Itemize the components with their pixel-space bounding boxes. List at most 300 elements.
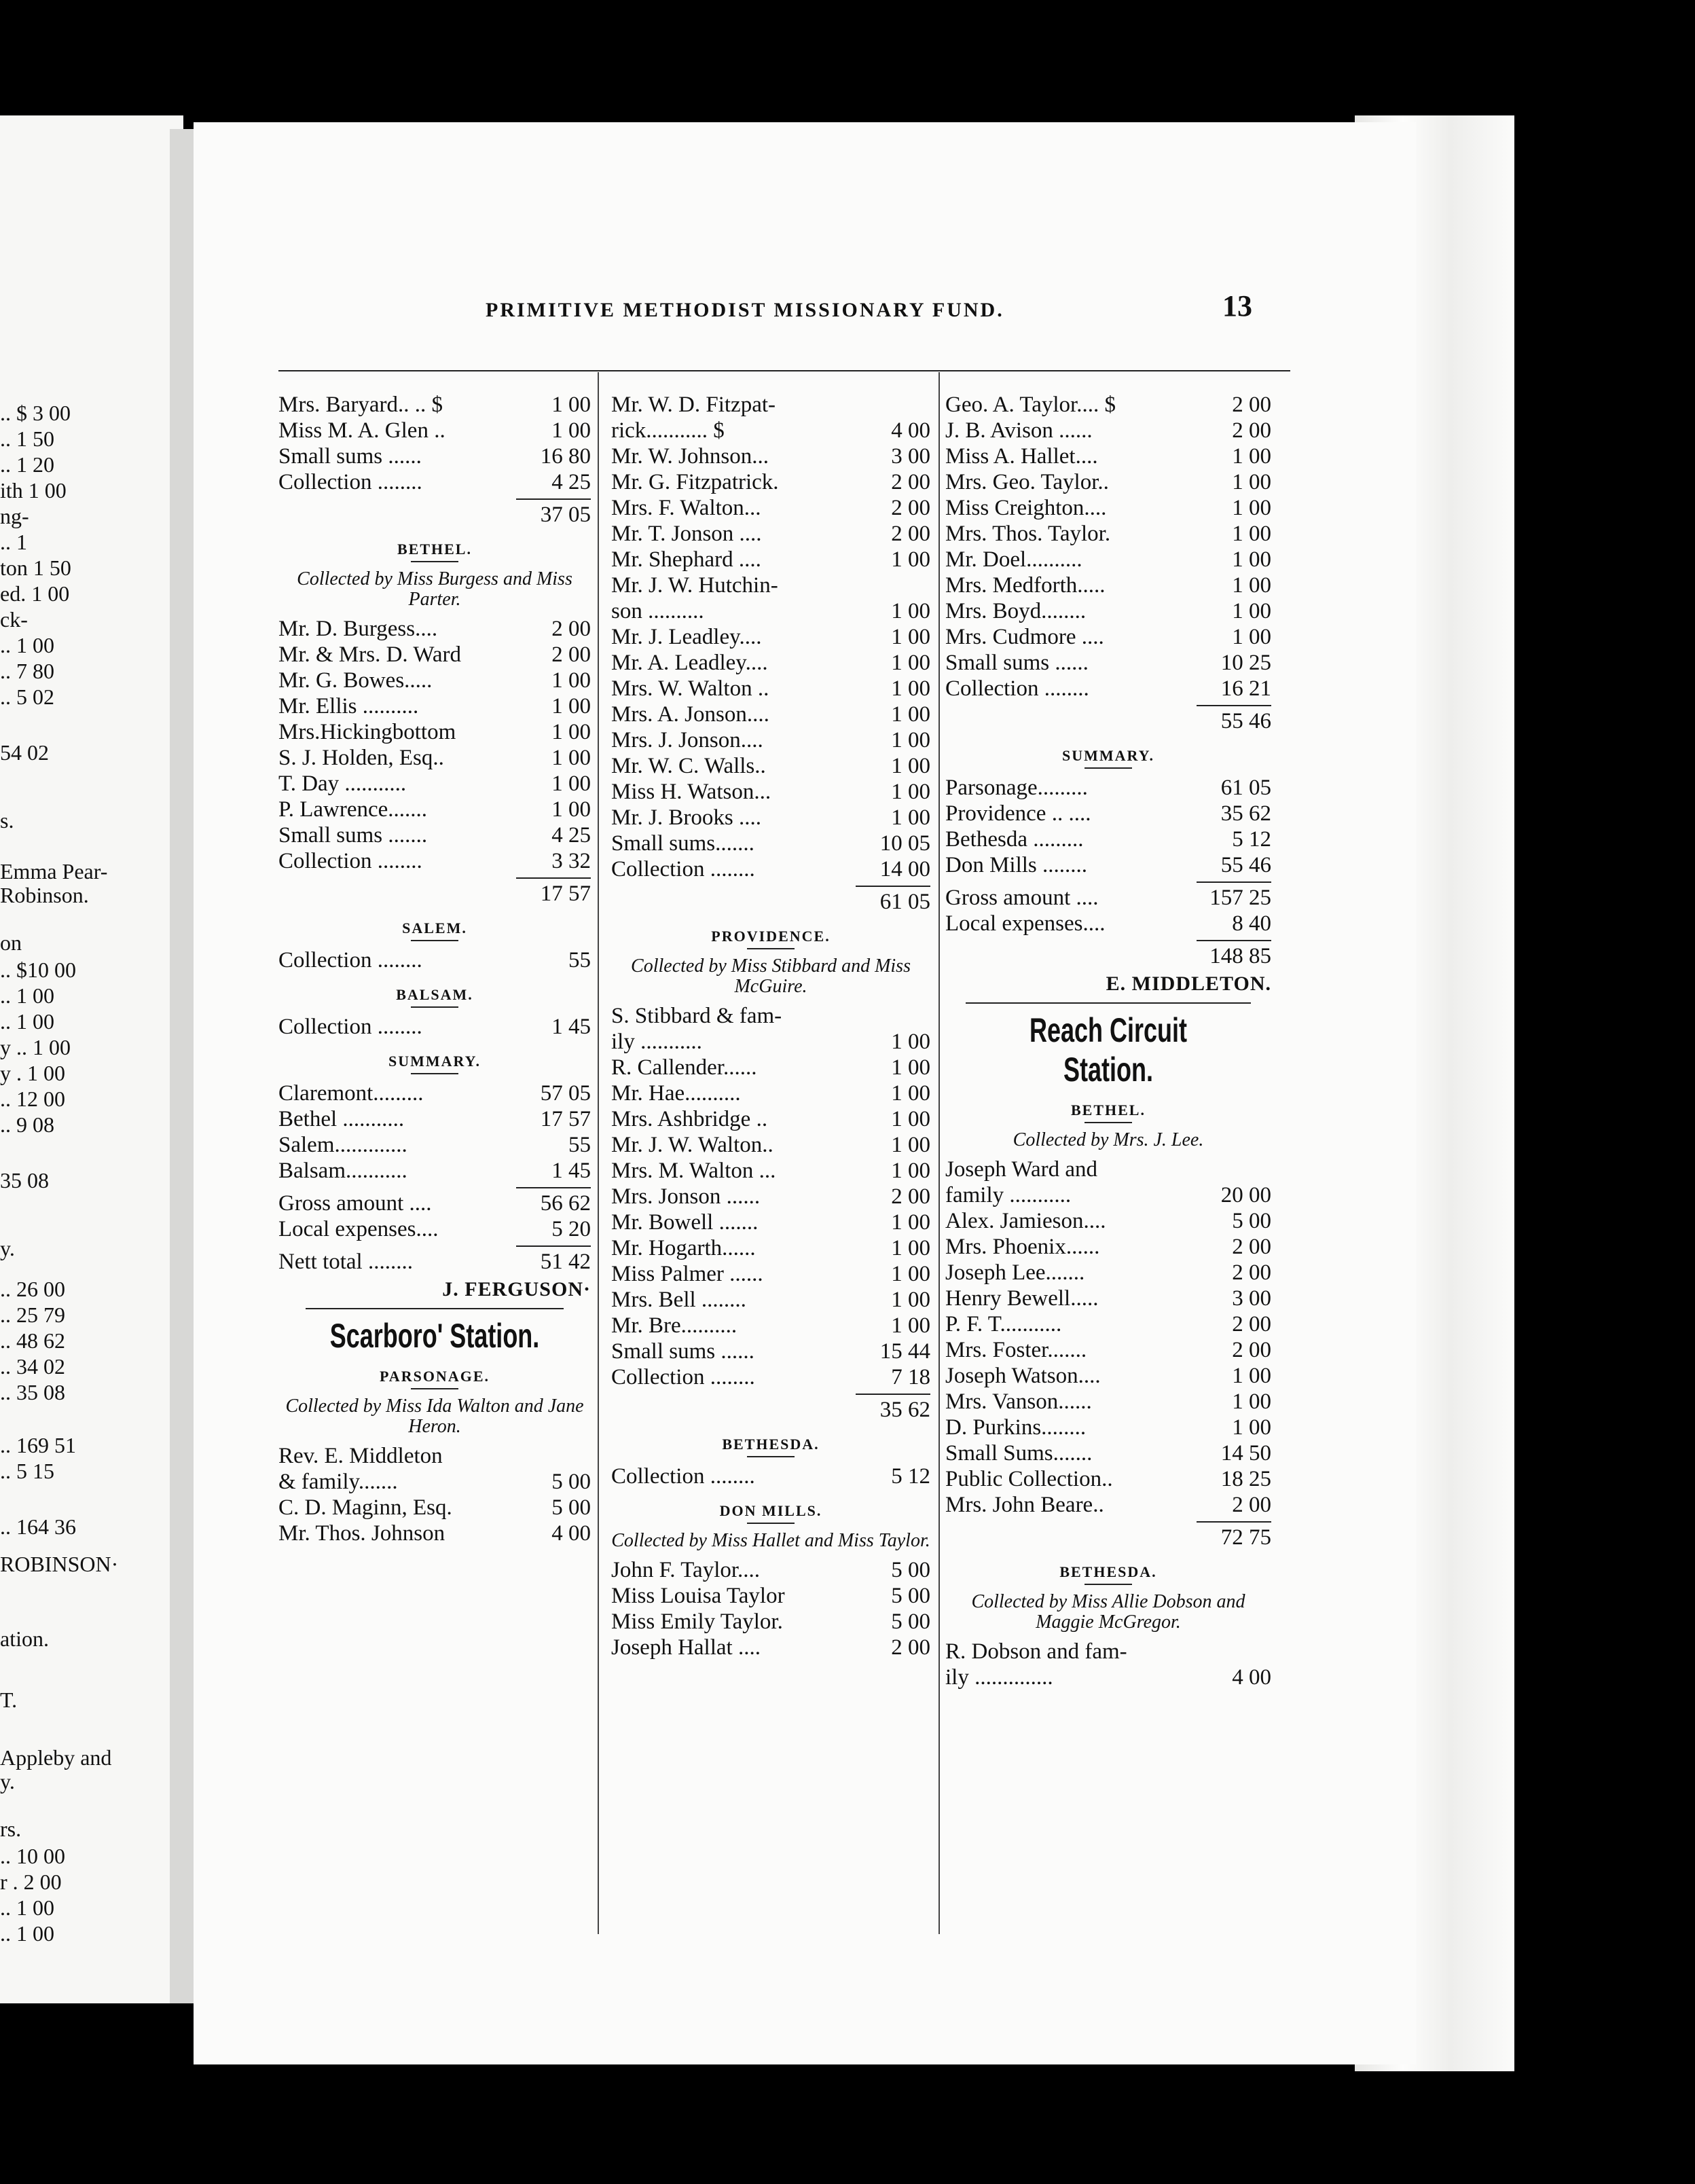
total-amount: 72 75 — [1220, 1525, 1271, 1550]
entry-row — [611, 1004, 930, 1030]
entry-row — [278, 1191, 591, 1217]
entry-amount: 1 00 — [891, 599, 930, 623]
entry-amount: 5 20 — [551, 1217, 591, 1241]
total-row — [278, 503, 591, 528]
entry-row — [611, 1365, 930, 1391]
left-fragment: .. 1 — [0, 530, 27, 554]
left-fragment: Emma Pear- — [0, 859, 108, 884]
entry-row — [611, 1584, 930, 1609]
entry-name: Henry Bewell..... — [945, 1286, 1099, 1311]
entry-amount: 4 25 — [551, 470, 591, 494]
entry-name: Mr. W. D. Fitzpat- — [611, 393, 776, 417]
total-row — [278, 881, 591, 907]
left-fragment: .. 7 80 — [0, 659, 54, 683]
entry-row — [945, 1665, 1271, 1691]
entry-row — [278, 418, 591, 444]
signature: J. FERGUSON· — [442, 1278, 591, 1300]
entry-name: Small sums ...... — [945, 651, 1089, 675]
entry-name: Mr. Ellis .......... — [278, 694, 419, 718]
entry-name: Mr. J. W. Hutchin- — [611, 573, 778, 598]
heading-rule — [1085, 767, 1132, 769]
entry-name: Mr. D. Burgess.... — [278, 617, 438, 641]
left-fragment: .. 169 51 — [0, 1433, 76, 1457]
section-heading: SALEM. — [402, 920, 467, 936]
heading-rule — [411, 940, 458, 941]
entry-row — [611, 1081, 930, 1107]
collected-by: Collected by Miss Burgess and Miss Parter. — [297, 568, 572, 610]
left-fragment: .. 1 00 — [0, 1895, 54, 1920]
entry-amount: 8 40 — [1232, 911, 1271, 936]
left-fragment: ROBINSON· — [0, 1552, 119, 1576]
page-number: 13 — [1222, 289, 1252, 323]
entry-amount: 1 00 — [1232, 1415, 1271, 1440]
entry-amount: 5 00 — [891, 1609, 930, 1634]
entry-amount: 61 05 — [1220, 776, 1271, 800]
entry-name: Mr. Thos. Johnson — [278, 1521, 445, 1546]
left-fragment: 35 08 — [0, 1168, 49, 1193]
entry-name: Mrs.Hickingbottom — [278, 720, 456, 744]
collected-by: Collected by Miss Ida Walton and Jane Heron. — [285, 1396, 584, 1437]
entry-row — [278, 1521, 591, 1547]
left-fragment: .. 26 00 — [0, 1277, 65, 1301]
entry-row — [611, 1609, 930, 1635]
total-rule — [516, 877, 591, 879]
entry-row — [611, 1236, 930, 1262]
entry-row — [611, 1288, 930, 1313]
entry-amount: 4 00 — [551, 1521, 591, 1546]
left-fragment: s. — [0, 808, 14, 833]
entry-amount: 2 00 — [1232, 1338, 1271, 1362]
entry-amount: 1 00 — [1232, 522, 1271, 546]
column-2 — [611, 393, 930, 1661]
entry-row — [278, 849, 591, 875]
left-fragment: y .. 1 00 — [0, 1035, 71, 1059]
total-rule — [856, 1394, 930, 1395]
heading-rule — [411, 1073, 458, 1074]
left-fragment: 54 02 — [0, 740, 49, 765]
entry-amount: 2 00 — [1232, 1235, 1271, 1259]
total-row — [611, 890, 930, 915]
total-row — [945, 1525, 1271, 1551]
entry-row — [611, 599, 930, 625]
entry-amount: 16 80 — [540, 444, 591, 469]
summary-rule — [516, 1187, 591, 1188]
left-fragment: .. 12 00 — [0, 1087, 65, 1111]
entry-row — [945, 1415, 1271, 1441]
entry-amount: 1 00 — [891, 1055, 930, 1080]
entry-amount: 18 25 — [1220, 1467, 1271, 1491]
entry-row — [278, 948, 591, 974]
entry-amount: 2 00 — [551, 617, 591, 641]
entry-name: Bethesda ......... — [945, 827, 1084, 852]
entry-amount: 1 00 — [1232, 496, 1271, 520]
entry-row — [611, 1159, 930, 1184]
entry-row — [945, 444, 1271, 470]
column-3 — [945, 393, 1271, 1691]
entry-row — [278, 771, 591, 797]
entry-row — [945, 1312, 1271, 1338]
entry-name: Small Sums....... — [945, 1441, 1093, 1466]
section-heading: BETHESDA. — [1059, 1563, 1157, 1580]
section-heading: BETHEL. — [1071, 1102, 1146, 1118]
total-row — [611, 1398, 930, 1423]
entry-row — [611, 1635, 930, 1661]
entry-amount: 1 00 — [1232, 547, 1271, 572]
entry-row — [945, 1338, 1271, 1364]
entry-row — [945, 801, 1271, 827]
entry-amount: 7 18 — [891, 1365, 930, 1389]
entry-name: Small sums ...... — [278, 444, 422, 469]
left-fragment: .. 1 00 — [0, 983, 54, 1008]
entry-row — [611, 1339, 930, 1365]
entry-amount: 1 00 — [551, 694, 591, 718]
entry-amount: 5 12 — [891, 1464, 930, 1489]
entry-amount: 1 00 — [891, 1262, 930, 1286]
entry-name: Mrs. A. Jonson.... — [611, 702, 769, 727]
entry-name: Miss M. A. Glen .. — [278, 418, 445, 443]
entry-row — [945, 1209, 1271, 1235]
entry-name: J. B. Avison ...... — [945, 418, 1093, 443]
entry-row — [278, 694, 591, 720]
left-fragment: .. $10 00 — [0, 958, 76, 982]
entry-row — [945, 1157, 1271, 1183]
left-fragment: y. — [0, 1236, 15, 1260]
entry-name: Mrs. John Beare.. — [945, 1493, 1104, 1517]
left-fragment: .. 1 00 — [0, 1921, 54, 1946]
entry-name: Joseph Hallat .... — [611, 1635, 761, 1660]
left-fragment: Appleby and — [0, 1745, 112, 1770]
entry-row — [611, 1313, 930, 1339]
entry-row — [278, 444, 591, 470]
entry-name: Mrs. Boyd........ — [945, 599, 1087, 623]
entry-name: Mrs. Baryard.. .. $ — [278, 393, 443, 417]
entry-row — [611, 444, 930, 470]
entry-row — [278, 617, 591, 642]
entry-name: C. D. Maginn, Esq. — [278, 1495, 452, 1520]
entry-row — [278, 642, 591, 668]
entry-row — [945, 625, 1271, 651]
entry-row — [945, 547, 1271, 573]
entry-row — [278, 1159, 591, 1184]
entry-amount: 2 00 — [891, 1635, 930, 1660]
entry-amount: 55 — [568, 1133, 591, 1157]
entry-name: Mrs. J. Jonson.... — [611, 728, 763, 752]
entry-amount: 4 00 — [891, 418, 930, 443]
left-fragment: .. $ 3 00 — [0, 401, 71, 425]
entry-amount: 14 00 — [879, 857, 930, 881]
column-divider-2 — [938, 372, 940, 1934]
total-rule — [1197, 940, 1271, 941]
left-fragment: .. 48 62 — [0, 1328, 65, 1353]
entry-name: Collection ........ — [611, 1464, 755, 1489]
heading-rule — [747, 948, 795, 949]
entry-amount: 1 45 — [551, 1015, 591, 1039]
entry-row — [611, 1262, 930, 1288]
station-title: Scarboro' Station. — [329, 1317, 540, 1355]
entry-amount: 2 00 — [1232, 418, 1271, 443]
entry-name: Miss Louisa Taylor — [611, 1584, 785, 1608]
entry-name: Mr. Bowell ....... — [611, 1210, 759, 1235]
entry-amount: 57 05 — [540, 1081, 591, 1106]
entry-row — [611, 702, 930, 728]
entry-amount: 1 00 — [891, 1210, 930, 1235]
entry-row — [278, 470, 591, 496]
entry-row — [278, 1133, 591, 1159]
entry-name: Mrs. Phoenix...... — [945, 1235, 1100, 1259]
entry-row — [278, 1250, 591, 1275]
entry-name: Mrs. Vanson...... — [945, 1389, 1092, 1414]
entry-amount: 1 00 — [551, 797, 591, 822]
summary-rule — [516, 1245, 591, 1247]
entry-name: S. J. Holden, Esq.. — [278, 746, 444, 770]
left-fragment: .. 35 08 — [0, 1380, 65, 1404]
total-amount: 17 57 — [540, 881, 591, 906]
entry-row — [611, 1210, 930, 1236]
entry-row — [611, 1030, 930, 1055]
entry-row — [945, 522, 1271, 547]
entry-name: Mrs. Bell ........ — [611, 1288, 746, 1312]
entry-amount: 1 00 — [891, 754, 930, 778]
left-fragment: ith 1 00 — [0, 478, 67, 503]
entry-row — [945, 573, 1271, 599]
entry-name: Small sums....... — [611, 831, 754, 856]
entry-row — [611, 573, 930, 599]
entry-name: Mr. G. Fitzpatrick. — [611, 470, 779, 494]
entry-amount: 2 00 — [891, 1184, 930, 1209]
entry-name: P. Lawrence....... — [278, 797, 428, 822]
entry-amount: 1 00 — [891, 1159, 930, 1183]
entry-row — [611, 547, 930, 573]
entry-name: Mr. Doel.......... — [945, 547, 1082, 572]
entry-name: Providence .. .... — [945, 801, 1091, 826]
entry-row — [945, 470, 1271, 496]
entry-row — [945, 853, 1271, 879]
entry-row — [945, 1286, 1271, 1312]
entry-amount: 1 00 — [891, 1236, 930, 1260]
entry-amount: 1 00 — [891, 1107, 930, 1131]
entry-name: Mr. Shephard .... — [611, 547, 761, 572]
column-divider-1 — [598, 372, 599, 1934]
entry-name: ily .............. — [945, 1665, 1053, 1690]
entry-name: Mr. & Mrs. D. Ward — [278, 642, 461, 667]
total-amount: 61 05 — [879, 890, 930, 914]
heading-rule — [411, 1006, 458, 1008]
entry-row — [611, 418, 930, 444]
entry-amount: 1 00 — [1232, 599, 1271, 623]
entry-name: Collection ........ — [278, 948, 422, 972]
entry-name: family ........... — [945, 1183, 1072, 1207]
entry-row — [611, 522, 930, 547]
entry-amount: 55 — [568, 948, 591, 972]
left-fragment: .. 1 00 — [0, 1009, 54, 1034]
entry-row — [945, 1235, 1271, 1260]
entry-row — [945, 1639, 1271, 1665]
entry-amount: 1 00 — [1232, 444, 1271, 469]
entry-name: Miss Palmer ...... — [611, 1262, 763, 1286]
entry-row — [278, 668, 591, 694]
total-rule — [1197, 705, 1271, 706]
entry-amount: 4 25 — [551, 823, 591, 848]
entry-name: Joseph Lee....... — [945, 1260, 1085, 1285]
entry-name: Collection ........ — [278, 849, 422, 873]
left-fragment: ng- — [0, 504, 29, 528]
entry-name: ily ........... — [611, 1030, 702, 1054]
entry-amount: 5 00 — [1232, 1209, 1271, 1233]
entry-name: Miss A. Hallet.... — [945, 444, 1098, 469]
entry-name: Gross amount .... — [945, 886, 1099, 910]
entry-name: Salem............. — [278, 1133, 407, 1157]
left-fragment: .. 5 15 — [0, 1459, 54, 1483]
entry-amount: 2 00 — [891, 470, 930, 494]
entry-row — [945, 418, 1271, 444]
total-amount: 55 46 — [1220, 709, 1271, 733]
entry-name: Mr. J. Leadley.... — [611, 625, 762, 649]
entry-row — [611, 393, 930, 418]
entry-name: Joseph Watson.... — [945, 1364, 1101, 1388]
total-rule — [856, 886, 930, 887]
entry-row — [945, 1389, 1271, 1415]
left-fragment: ck- — [0, 607, 28, 632]
entry-name: Geo. A. Taylor.... $ — [945, 393, 1116, 417]
entry-name: P. F. T........... — [945, 1312, 1062, 1336]
running-header: PRIMITIVE METHODIST MISSIONARY FUND. — [486, 299, 1004, 321]
entry-name: Mr. W. C. Walls.. — [611, 754, 766, 778]
entry-row — [611, 728, 930, 754]
entry-amount: 15 44 — [879, 1339, 930, 1364]
entry-name: Mrs. F. Walton... — [611, 496, 761, 520]
entry-name: & family....... — [278, 1470, 398, 1494]
entry-amount: 1 00 — [891, 1133, 930, 1157]
left-fragment: T. — [0, 1688, 18, 1712]
column-1 — [278, 393, 591, 1547]
entry-amount: 3 32 — [551, 849, 591, 873]
entry-amount: 1 00 — [551, 771, 591, 796]
left-fragment: ed. 1 00 — [0, 581, 70, 606]
entry-amount: 2 00 — [551, 642, 591, 667]
entry-amount: 2 00 — [891, 522, 930, 546]
entry-row — [945, 911, 1271, 937]
section-heading: PROVIDENCE. — [711, 928, 831, 945]
entry-row — [611, 805, 930, 831]
section-heading: SUMMARY. — [388, 1053, 481, 1070]
entry-name: Mr. T. Jonson .... — [611, 522, 762, 546]
entry-amount: 1 00 — [891, 547, 930, 572]
left-fragment: .. 9 08 — [0, 1112, 54, 1137]
entry-row — [945, 1260, 1271, 1286]
entry-row — [945, 651, 1271, 676]
entry-amount: 5 00 — [551, 1470, 591, 1494]
section-heading: BETHEL. — [397, 541, 472, 558]
entry-name: R. Dobson and fam- — [945, 1639, 1127, 1664]
entry-row — [945, 496, 1271, 522]
entry-row — [611, 470, 930, 496]
entry-row — [611, 651, 930, 676]
entry-row — [945, 393, 1271, 418]
entry-row — [611, 857, 930, 883]
entry-amount: 2 00 — [891, 496, 930, 520]
entry-name: Collection ........ — [278, 1015, 422, 1039]
entry-name: Mrs. W. Walton .. — [611, 676, 769, 701]
entry-name: Mrs. Medforth..... — [945, 573, 1106, 598]
total-rule — [1197, 1521, 1271, 1523]
left-fragment: rs. — [0, 1817, 22, 1841]
entry-amount: 5 12 — [1232, 827, 1271, 852]
entry-row — [611, 1107, 930, 1133]
entry-row — [278, 1495, 591, 1521]
entry-amount: 1 00 — [891, 780, 930, 804]
left-fragment: .. 25 79 — [0, 1303, 65, 1327]
heading-rule — [411, 561, 458, 562]
entry-amount: 1 00 — [891, 702, 930, 727]
entry-name: Miss Creighton.... — [945, 496, 1107, 520]
entry-row — [945, 827, 1271, 853]
entry-amount: 4 00 — [1232, 1665, 1271, 1690]
entry-row — [611, 831, 930, 857]
entry-name: Mr. J. W. Walton.. — [611, 1133, 773, 1157]
total-row — [945, 709, 1271, 735]
entry-row — [611, 1055, 930, 1081]
left-fragment: .. 5 02 — [0, 685, 54, 709]
entry-row — [278, 746, 591, 771]
entry-row — [945, 1364, 1271, 1389]
entry-amount: 1 00 — [551, 418, 591, 443]
entry-row — [278, 1217, 591, 1243]
entry-name: Claremont......... — [278, 1081, 424, 1106]
entry-amount: 16 21 — [1220, 676, 1271, 701]
entry-row — [278, 1444, 591, 1470]
entry-name: John F. Taylor.... — [611, 1558, 761, 1582]
entry-row — [278, 797, 591, 823]
left-fragment: Robinson. — [0, 883, 89, 907]
entry-amount: 1 00 — [891, 1313, 930, 1338]
entry-row — [945, 1467, 1271, 1493]
total-amount: 35 62 — [879, 1398, 930, 1422]
entry-row — [611, 625, 930, 651]
entry-name: Local expenses.... — [278, 1217, 439, 1241]
entry-amount: 1 00 — [551, 746, 591, 770]
entry-amount: 1 00 — [891, 1030, 930, 1054]
entry-amount: 1 00 — [891, 676, 930, 701]
entry-row — [611, 1558, 930, 1584]
left-fragment: .. 1 20 — [0, 452, 54, 477]
entry-name: Balsam........... — [278, 1159, 407, 1183]
left-fragment: .. 1 00 — [0, 633, 54, 657]
entry-amount: 1 00 — [1232, 573, 1271, 598]
entry-name: Small sums ...... — [611, 1339, 754, 1364]
entry-amount: 1 00 — [551, 393, 591, 417]
entry-name: Mr. J. Brooks .... — [611, 805, 761, 830]
section-heading: BALSAM. — [396, 986, 473, 1003]
left-fragment: .. 1 50 — [0, 426, 54, 451]
entry-amount: 55 46 — [1220, 853, 1271, 877]
entry-amount: 1 00 — [551, 720, 591, 744]
total-amount: 148 85 — [1209, 944, 1271, 968]
entry-row — [945, 599, 1271, 625]
entry-row — [278, 393, 591, 418]
entry-amount: 5 00 — [891, 1558, 930, 1582]
entry-amount: 2 00 — [1232, 1312, 1271, 1336]
left-fragment: on — [0, 930, 22, 955]
entry-name: Small sums ....... — [278, 823, 428, 848]
signature: E. MIDDLETON. — [1106, 972, 1271, 995]
heading-rule — [1085, 1122, 1132, 1123]
section-heading: DON MILLS. — [719, 1502, 822, 1519]
entry-row — [611, 496, 930, 522]
entry-name: Alex. Jamieson.... — [945, 1209, 1106, 1233]
section-heading: PARSONAGE. — [380, 1368, 490, 1385]
entry-amount: 10 05 — [879, 831, 930, 856]
entry-name: Mr. Hae.......... — [611, 1081, 741, 1106]
